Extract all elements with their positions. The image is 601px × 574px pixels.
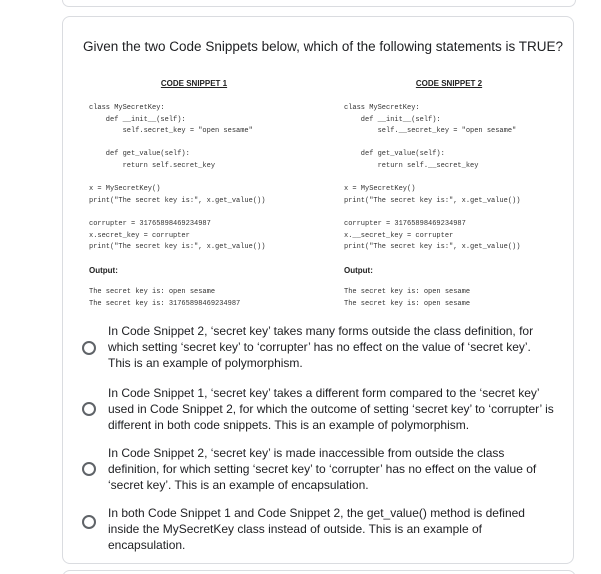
radio-button-3[interactable] bbox=[82, 462, 96, 476]
question-card bbox=[62, 16, 574, 564]
snippet-2-output: The secret key is: open sesame The secret key is: open sesame bbox=[344, 288, 471, 308]
next-question-card bbox=[62, 570, 576, 574]
snippet-1-output: The secret key is: open sesame The secret key is: 31765898469234987 bbox=[89, 288, 241, 308]
option-2-label[interactable]: In Code Snippet 1, ‘secret key’ takes a different form compared to the ‘secret key’ used in Code Snippet 2, for which the outcome of setting ‘secret key’ to ‘corrupter’ is different in both code snippets. This is an example of polymorphism. bbox=[108, 386, 554, 432]
radio-button-2[interactable] bbox=[82, 402, 96, 416]
radio-button-4[interactable] bbox=[82, 515, 96, 529]
radio-button-1[interactable] bbox=[82, 341, 96, 355]
snippet-2-title: CODE SNIPPET 2 bbox=[415, 79, 483, 88]
snippet-1-title: CODE SNIPPET 1 bbox=[160, 79, 228, 88]
previous-question-card bbox=[62, 0, 576, 7]
option-4-label[interactable]: In both Code Snippet 1 and Code Snippet 2, the get_value() method is defined inside the MySecretKey class instead of outside. This is an example of encapsulation. bbox=[108, 506, 525, 552]
option-3-label[interactable]: In Code Snippet 2, ‘secret key’ is made inaccessible from outside the class definition, for which setting ‘secret key’ to ‘corrupter’ has no effect on the value of ‘secret key’. This is an example of encapsulation. bbox=[108, 446, 537, 492]
option-1-label[interactable]: In Code Snippet 2, ‘secret key’ takes many forms outside the class definition, for which setting ‘secret key’ to ‘corrupter’ has no effect on the value of ‘secret key’. This is an example of polymorphism. bbox=[108, 324, 534, 370]
snippet-1-code: class MySecretKey: def __init__(self): self.secret_key = "open sesame" def get_value(self): return self.secret_key x = MySecretKey() print("The secret key is:", x.get_value()) corrupter = 31765898469234987 x.secret_key = corrupter print("The secret key is:", x.get_value()) bbox=[89, 104, 266, 252]
snippet-2-code: class MySecretKey: def __init__(self): self.__secret_key = "open sesame" def get_value(self): return self.__secret_key x = MySecretKey() print("The secret key is:", x.get_value()) corrupter = 31765898469234987 x.__secret_key = corrupter print("The secret key is:", x.get_value()) bbox=[344, 104, 521, 252]
snippet-2-output-label: Output: bbox=[344, 266, 373, 275]
question-text: Given the two Code Snippets below, which of the following statements is TRUE? bbox=[83, 39, 564, 54]
snippet-1-output-label: Output: bbox=[89, 266, 118, 275]
